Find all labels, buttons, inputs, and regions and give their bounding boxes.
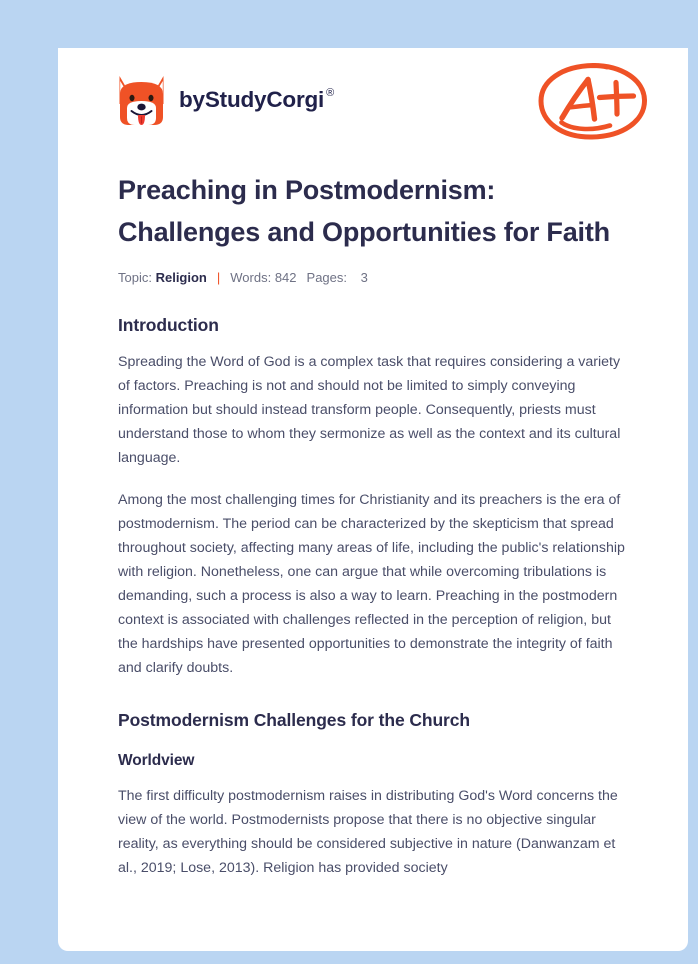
document-meta: [118, 270, 628, 285]
paragraph: Among the most challenging times for Christianity and its preachers is the era of postmodernism. The period can be characterized by the skepticism that spread throughout society, affecting many areas of life, including the public's relationship with religion. Nonetheless, one can argue that while overcoming tribulations is demanding, such a process is also a way to learn. Preaching in the postmodern context is associated with challenges reflected in the perception of religion, but the hardships have presented opportunities to demonstrate the integrity of faith and clarify doubts.: [118, 492, 625, 676]
a-plus-grade-badge: [536, 60, 650, 142]
brand-name: StudyCorgi: [204, 87, 325, 112]
meta-topic-label: Topic:: [118, 270, 152, 285]
brand-wordmark: [179, 87, 335, 113]
meta-words-value: 842: [274, 270, 297, 285]
meta-topic-link[interactable]: Religion: [155, 270, 207, 285]
section-heading-worldview: Worldview: [118, 752, 195, 769]
corgi-head-icon: [118, 74, 165, 126]
site-header: [118, 48, 628, 152]
meta-words-label: Words:: [230, 270, 272, 285]
paragraph: The first difficulty postmodernism raises in distributing God's Word concerns the view of the world. Postmodernists propose that there is no objective singular reality, as everything should be considered subjective in nature (Danwanzam et al., 2019; Lose, 2013). Religion has provided society: [118, 788, 618, 876]
registered-trademark-icon: ®: [326, 87, 335, 99]
page-title: Preaching in Postmodernism: Challenges and Opportunities for Faith: [118, 175, 610, 247]
brand-logo-group[interactable]: [118, 74, 335, 126]
meta-pages-label: Pages:: [306, 270, 348, 285]
section-heading-postmodernism-challenges: Postmodernism Challenges for the Church: [118, 710, 470, 730]
brand-prefix: by: [179, 87, 205, 112]
paragraph: Spreading the Word of God is a complex task that requires considering a variety of factors. Preaching is not and should not be limited to simply conveying information but should instead transform people. Consequently, priests must understand those to whom they sermonize as well as the context and its cultural language.: [118, 354, 621, 466]
meta-separator: |: [216, 270, 221, 285]
document-sheet: [58, 48, 688, 951]
meta-pages-value: 3: [360, 270, 368, 285]
a-plus-grade-icon: [536, 60, 650, 142]
section-heading-introduction: Introduction: [118, 315, 219, 335]
